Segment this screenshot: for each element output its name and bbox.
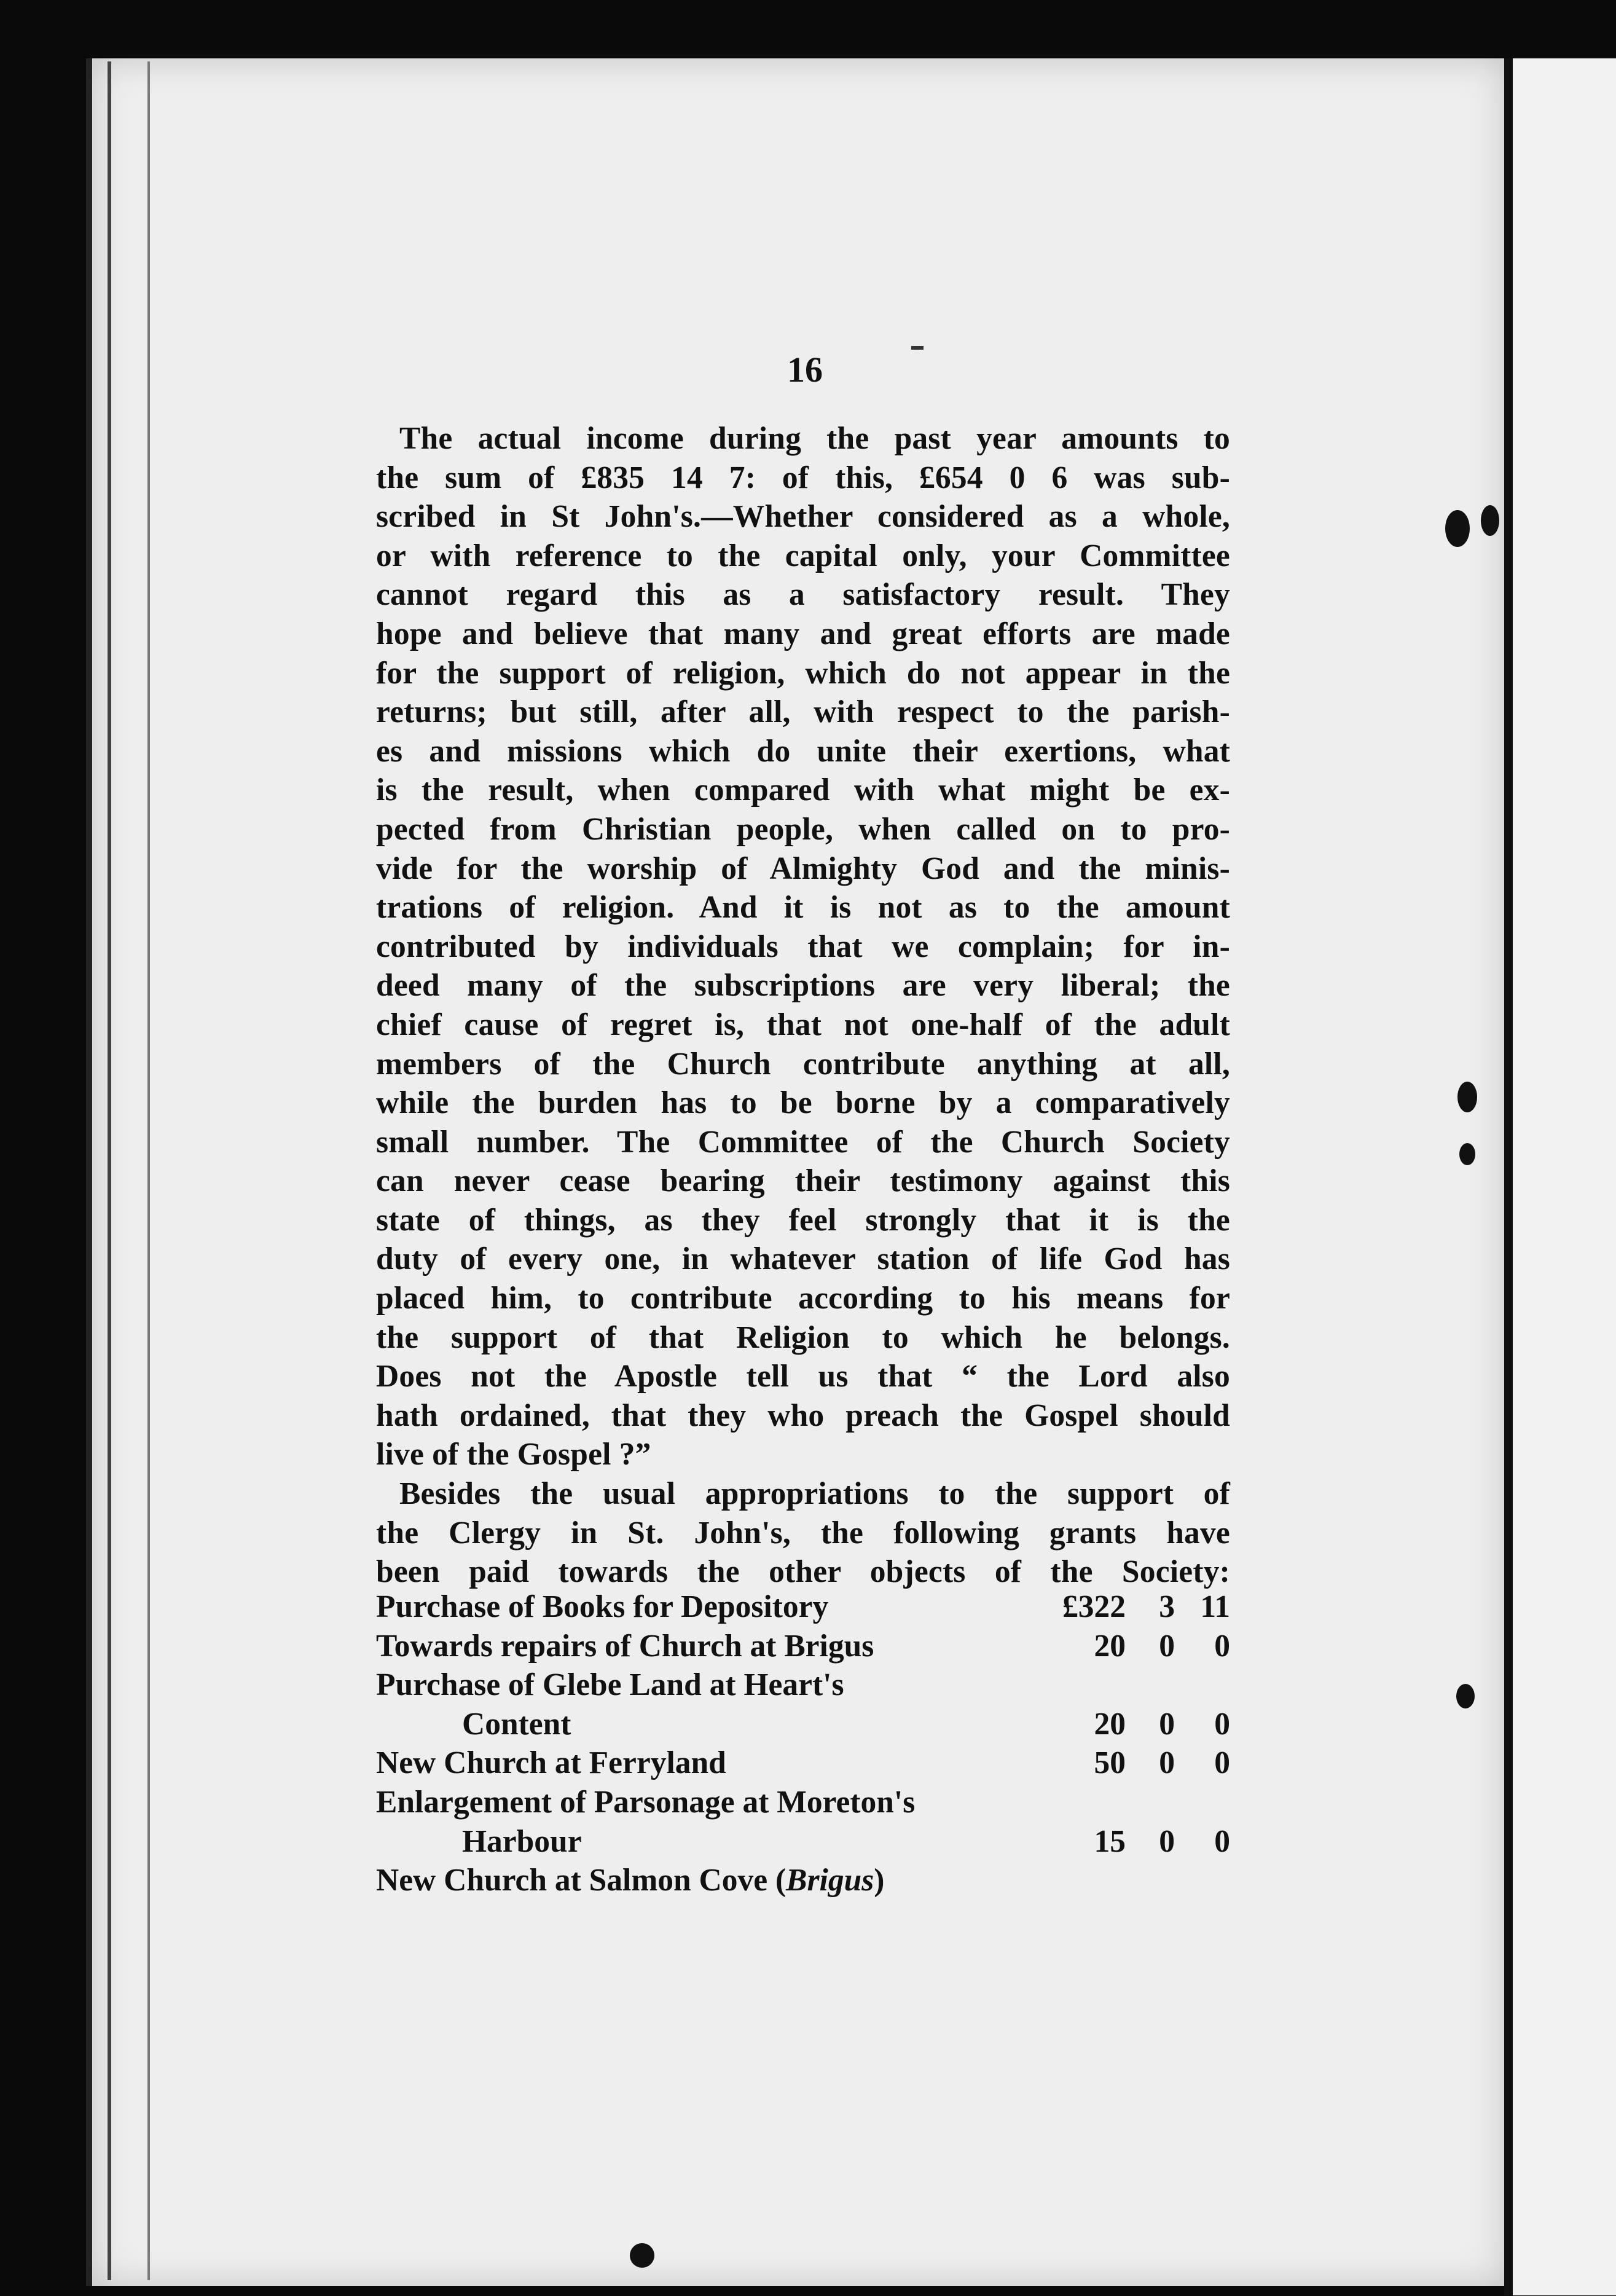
ink-blot	[1481, 505, 1499, 536]
text-line: members of the Church contribute anything at all,	[376, 1046, 1230, 1082]
ink-blot	[1457, 1082, 1477, 1112]
ink-blot	[1445, 510, 1470, 547]
text-line: for the support of religion, which do not appear in the	[376, 655, 1230, 691]
grant-pounds: 15	[1094, 1823, 1126, 1859]
grant-shillings: 0	[1159, 1745, 1175, 1781]
grant-row	[376, 1587, 1230, 1627]
text-line: duty of every one, in whatever station of life God has	[376, 1241, 1230, 1277]
grant-label-italic: Brigus	[786, 1863, 874, 1898]
grant-pence: 11	[1200, 1589, 1230, 1624]
text-line: or with reference to the capital only, your Committee	[376, 538, 1230, 573]
text-line: hath ordained, that they who preach the Gospel should	[376, 1398, 1230, 1433]
body-text	[376, 419, 1230, 1592]
grant-shillings: 0	[1159, 1823, 1175, 1859]
text-line: hope and believe that many and great efforts are made	[376, 616, 1230, 651]
grant-row	[376, 1627, 1230, 1666]
grant-pence: 0	[1214, 1706, 1230, 1742]
grant-row	[376, 1665, 1230, 1705]
grant-label: New Church at Ferryland	[376, 1745, 726, 1781]
grant-label: Harbour	[462, 1823, 582, 1859]
grant-shillings: 3	[1159, 1589, 1175, 1624]
text-line: chief cause of regret is, that not one-half of the adult	[376, 1007, 1230, 1042]
page-edge-inner	[147, 61, 150, 2280]
ink-blot	[1459, 1143, 1475, 1165]
adjacent-page	[1504, 58, 1616, 2295]
text-line: trations of religion. And it is not as to the amount	[376, 890, 1230, 926]
text-line: small number. The Committee of the Church Society	[376, 1124, 1230, 1160]
grant-pounds: £322	[1062, 1589, 1126, 1624]
grant-label: Content	[462, 1706, 571, 1742]
grant-pence: 0	[1214, 1823, 1230, 1859]
text-line: been paid towards the other objects of the Society:	[376, 1554, 1230, 1590]
text-line: state of things, as they feel strongly that it is the	[376, 1202, 1230, 1238]
text-line: returns; but still, after all, with respect to the parish-	[376, 694, 1230, 730]
grant-pence: 0	[1214, 1745, 1230, 1781]
text-line: contributed by individuals that we complain; for in-	[376, 929, 1230, 964]
print-mark	[911, 346, 924, 350]
grant-label: Enlargement of Parsonage at Moreton's	[376, 1784, 916, 1820]
text-line: Does not the Apostle tell us that “ the Lord also	[376, 1359, 1230, 1394]
text-line: is the result, when compared with what might be ex-	[376, 773, 1230, 808]
grant-shillings: 0	[1159, 1706, 1175, 1742]
grant-label-close: )	[874, 1863, 885, 1898]
text-line: cannot regard this as a satisfactory result. They	[376, 577, 1230, 613]
grant-pounds: 20	[1094, 1628, 1126, 1664]
grant-label: Purchase of Books for Depository	[376, 1589, 829, 1624]
grant-row	[376, 1822, 1230, 1862]
grant-pence: 0	[1214, 1628, 1230, 1664]
text-line: the support of that Religion to which he belongs.	[376, 1319, 1230, 1355]
grant-row	[376, 1861, 1230, 1900]
text-line: Besides the usual appropriations to the support of	[399, 1476, 1230, 1512]
ink-blot	[1456, 1684, 1475, 1708]
grant-row	[376, 1744, 1230, 1783]
grant-pounds: 20	[1094, 1706, 1126, 1742]
grant-row	[376, 1783, 1230, 1822]
ink-blot	[630, 2243, 654, 2268]
grant-pounds: 50	[1094, 1745, 1126, 1781]
text-line: live of the Gospel ?”	[376, 1437, 651, 1472]
text-line: es and missions which do unite their exertions, what	[376, 733, 1230, 769]
grant-shillings: 0	[1159, 1628, 1175, 1664]
text-line: placed him, to contribute according to his means for	[376, 1281, 1230, 1316]
page-edge	[108, 61, 111, 2280]
text-line: the Clergy in St. John's, the following grants have	[376, 1515, 1230, 1551]
page-number: 16	[787, 350, 823, 390]
text-line: The actual income during the past year amounts to	[399, 421, 1230, 456]
text-line: the sum of £835 14 7: of this, £654 0 6 was sub-	[376, 460, 1230, 495]
text-line: vide for the worship of Almighty God and the minis-	[376, 851, 1230, 886]
text-line: pected from Christian people, when called on to pro-	[376, 811, 1230, 847]
text-line: while the burden has to be borne by a comparatively	[376, 1085, 1230, 1121]
grants-list	[376, 1587, 1230, 1900]
text-line: can never cease bearing their testimony against this	[376, 1163, 1230, 1199]
grant-row	[376, 1705, 1230, 1744]
grant-label: New Church at Salmon Cove (	[376, 1863, 786, 1898]
grant-label: Purchase of Glebe Land at Heart's	[376, 1667, 844, 1703]
text-line: deed many of the subscriptions are very liberal; the	[376, 968, 1230, 1004]
grant-label: Towards repairs of Church at Brigus	[376, 1628, 874, 1664]
text-line: scribed in St John's.—Whether considered as a whole,	[376, 499, 1230, 535]
